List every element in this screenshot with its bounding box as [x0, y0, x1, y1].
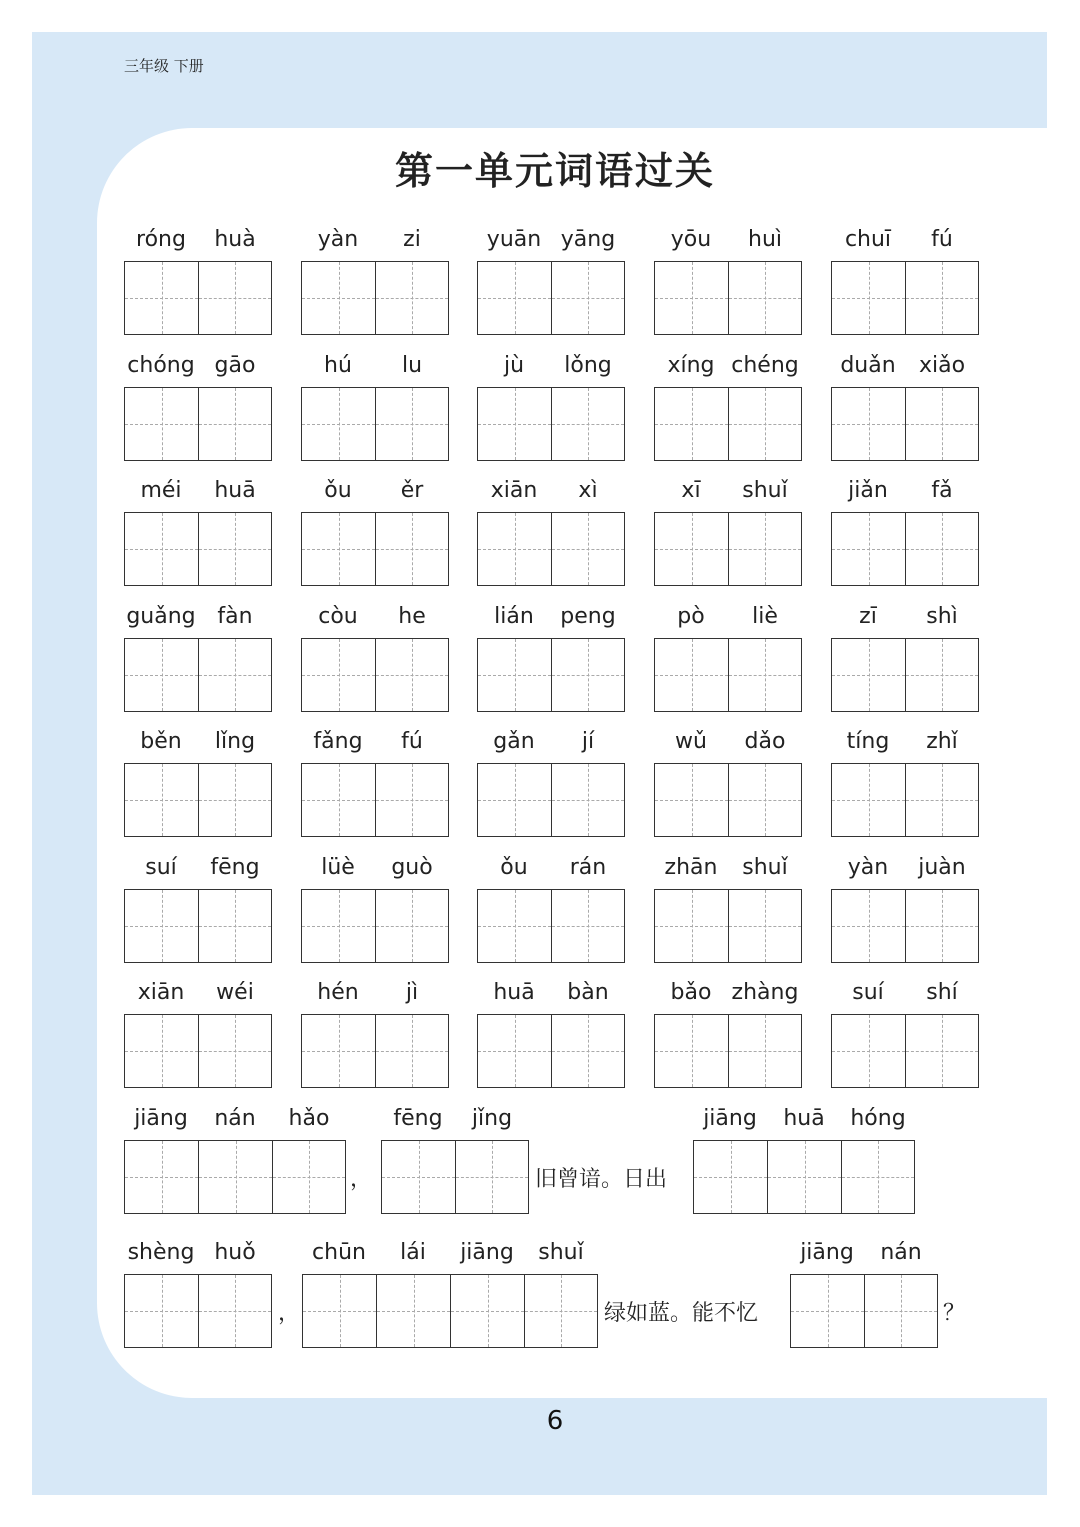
- word-writing-box[interactable]: [831, 512, 979, 586]
- writing-cell[interactable]: [477, 889, 551, 963]
- writing-cell[interactable]: [654, 387, 728, 461]
- pinyin-label: méi: [140, 478, 182, 503]
- writing-cell[interactable]: [864, 1274, 938, 1348]
- writing-cell[interactable]: [551, 638, 625, 712]
- writing-cell[interactable]: [198, 638, 272, 712]
- word-writing-box[interactable]: [301, 889, 449, 963]
- writing-cell[interactable]: [450, 1274, 524, 1348]
- pinyin-label: guò: [391, 855, 433, 880]
- pinyin-label: xiān: [490, 478, 538, 503]
- writing-cell[interactable]: [124, 763, 198, 837]
- pinyin-label: róng: [136, 227, 186, 252]
- pinyin-label: wéi: [216, 980, 254, 1005]
- pinyin-label: jiǎn: [848, 478, 888, 503]
- pinyin-label: fú: [931, 227, 953, 252]
- word-writing-box[interactable]: [124, 763, 272, 837]
- pinyin-label: bǎo: [670, 980, 712, 1005]
- writing-cell[interactable]: [198, 387, 272, 461]
- pinyin-label: ěr: [400, 478, 424, 503]
- pinyin-label: chuī: [844, 227, 892, 252]
- writing-cell[interactable]: [301, 261, 375, 335]
- writing-cell[interactable]: [551, 1014, 625, 1088]
- writing-cell[interactable]: [455, 1140, 529, 1214]
- pinyin-label: shuǐ: [742, 855, 788, 880]
- pinyin-label: zi: [403, 227, 421, 252]
- writing-cell[interactable]: [301, 763, 375, 837]
- writing-cell[interactable]: [198, 1140, 272, 1214]
- page-number: 6: [546, 1406, 564, 1436]
- writing-cell[interactable]: [477, 387, 551, 461]
- pinyin-label: nán: [880, 1240, 922, 1265]
- writing-cell[interactable]: [831, 638, 905, 712]
- pinyin-label: lǐng: [214, 729, 256, 754]
- pinyin-label: shuǐ: [538, 1240, 584, 1265]
- writing-cell[interactable]: [376, 1274, 450, 1348]
- writing-cell[interactable]: [728, 638, 802, 712]
- word-writing-box[interactable]: [831, 638, 979, 712]
- pinyin-label: dǎo: [744, 729, 786, 754]
- pinyin-label: fàn: [217, 604, 253, 629]
- pinyin-label: xiǎo: [918, 353, 966, 378]
- writing-cell[interactable]: [654, 1014, 728, 1088]
- pinyin-label: peng: [560, 604, 616, 629]
- writing-cell[interactable]: [551, 889, 625, 963]
- pinyin-label: yāng: [560, 227, 616, 252]
- word-writing-box[interactable]: [477, 638, 625, 712]
- pinyin-label: fēng: [210, 855, 260, 880]
- pinyin-label: zhǐ: [926, 729, 958, 754]
- poem-writing-box[interactable]: [381, 1140, 529, 1214]
- pinyin-label: yàn: [317, 227, 359, 252]
- word-writing-box[interactable]: [124, 638, 272, 712]
- pinyin-label: tíng: [846, 729, 890, 754]
- pinyin-label: xī: [681, 478, 701, 503]
- word-writing-box[interactable]: [477, 387, 625, 461]
- word-writing-box[interactable]: [477, 1014, 625, 1088]
- pinyin-label: jì: [405, 980, 419, 1005]
- pinyin-label: jǐng: [471, 1106, 513, 1131]
- writing-cell[interactable]: [767, 1140, 841, 1214]
- word-writing-box[interactable]: [124, 1014, 272, 1088]
- pinyin-label: jiāng: [703, 1106, 757, 1131]
- pinyin-label: zī: [859, 604, 877, 629]
- writing-cell[interactable]: [477, 512, 551, 586]
- pinyin-label: chóng: [127, 353, 195, 378]
- word-writing-box[interactable]: [301, 261, 449, 335]
- pinyin-label: jù: [503, 353, 525, 378]
- writing-cell[interactable]: [477, 1014, 551, 1088]
- pinyin-label: xiān: [137, 980, 185, 1005]
- writing-cell[interactable]: [375, 638, 449, 712]
- word-writing-box[interactable]: [654, 512, 802, 586]
- writing-cell[interactable]: [198, 889, 272, 963]
- pinyin-label: huà: [214, 227, 256, 252]
- writing-cell[interactable]: [654, 638, 728, 712]
- word-writing-box[interactable]: [124, 387, 272, 461]
- word-writing-box[interactable]: [124, 261, 272, 335]
- pinyin-label: suí: [852, 980, 884, 1005]
- word-writing-box[interactable]: [301, 763, 449, 837]
- writing-cell[interactable]: [831, 889, 905, 963]
- pinyin-label: juàn: [918, 855, 966, 880]
- writing-cell[interactable]: [654, 889, 728, 963]
- word-writing-box[interactable]: [654, 261, 802, 335]
- writing-cell[interactable]: [728, 387, 802, 461]
- word-writing-box[interactable]: [301, 387, 449, 461]
- pinyin-label: xíng: [667, 353, 715, 378]
- pinyin-label: hóng: [850, 1106, 906, 1131]
- pinyin-label: guǎng: [126, 604, 196, 629]
- word-writing-box[interactable]: [124, 889, 272, 963]
- writing-cell[interactable]: [477, 261, 551, 335]
- poem-text: 旧曾谙。日出: [535, 1167, 668, 1192]
- poem-writing-box[interactable]: [302, 1274, 598, 1348]
- writing-cell[interactable]: [124, 1274, 198, 1348]
- writing-cell[interactable]: [728, 763, 802, 837]
- pinyin-label: huǒ: [214, 1240, 256, 1265]
- pinyin-label: jiāng: [134, 1106, 188, 1131]
- word-writing-box[interactable]: [654, 763, 802, 837]
- pinyin-label: zhàng: [731, 980, 799, 1005]
- poem-text: 绿如蓝。能不忆: [604, 1301, 759, 1326]
- pinyin-label: yàn: [847, 855, 889, 880]
- writing-cell[interactable]: [905, 387, 979, 461]
- writing-cell[interactable]: [198, 1014, 272, 1088]
- pinyin-label: huā: [214, 478, 256, 503]
- pinyin-label: yōu: [670, 227, 712, 252]
- writing-cell[interactable]: [905, 261, 979, 335]
- writing-cell[interactable]: [524, 1274, 598, 1348]
- writing-cell[interactable]: [693, 1140, 767, 1214]
- pinyin-label: fǎng: [313, 729, 363, 754]
- writing-cell[interactable]: [375, 512, 449, 586]
- writing-cell[interactable]: [301, 1014, 375, 1088]
- pinyin-label: jiāng: [800, 1240, 854, 1265]
- pinyin-label: còu: [318, 604, 358, 629]
- writing-cell[interactable]: [124, 387, 198, 461]
- writing-cell[interactable]: [375, 261, 449, 335]
- writing-cell[interactable]: [831, 261, 905, 335]
- pinyin-label: hén: [317, 980, 359, 1005]
- pinyin-label: huā: [493, 980, 535, 1005]
- writing-cell[interactable]: [375, 763, 449, 837]
- writing-cell[interactable]: [654, 261, 728, 335]
- pinyin-label: fú: [401, 729, 423, 754]
- pinyin-label: suí: [145, 855, 177, 880]
- word-writing-box[interactable]: [301, 1014, 449, 1088]
- pinyin-label: huā: [783, 1106, 825, 1131]
- writing-cell[interactable]: [198, 261, 272, 335]
- writing-cell[interactable]: [905, 512, 979, 586]
- writing-cell[interactable]: [301, 512, 375, 586]
- writing-cell[interactable]: [905, 763, 979, 837]
- pinyin-label: ǒu: [324, 478, 352, 503]
- pinyin-label: shì: [926, 604, 958, 629]
- writing-cell[interactable]: [728, 889, 802, 963]
- pinyin-label: duǎn: [840, 353, 896, 378]
- pinyin-label: lüè: [321, 855, 355, 880]
- pinyin-label: lián: [494, 604, 534, 629]
- word-writing-box[interactable]: [477, 512, 625, 586]
- pinyin-label: bàn: [567, 980, 609, 1005]
- pinyin-label: gāo: [214, 353, 256, 378]
- writing-cell[interactable]: [790, 1274, 864, 1348]
- word-writing-box[interactable]: [654, 638, 802, 712]
- pinyin-label: jiāng: [460, 1240, 514, 1265]
- pinyin-label: nán: [214, 1106, 256, 1131]
- word-writing-box[interactable]: [477, 763, 625, 837]
- writing-cell[interactable]: [272, 1140, 346, 1214]
- writing-cell[interactable]: [124, 638, 198, 712]
- writing-cell[interactable]: [198, 763, 272, 837]
- writing-cell[interactable]: [375, 1014, 449, 1088]
- writing-cell[interactable]: [198, 1274, 272, 1348]
- word-writing-box[interactable]: [301, 512, 449, 586]
- writing-cell[interactable]: [654, 763, 728, 837]
- writing-cell[interactable]: [654, 512, 728, 586]
- poem-writing-box[interactable]: [693, 1140, 915, 1214]
- pinyin-label: chéng: [731, 353, 799, 378]
- pinyin-label: chūn: [312, 1240, 366, 1265]
- writing-cell[interactable]: [301, 387, 375, 461]
- writing-cell[interactable]: [302, 1274, 376, 1348]
- writing-cell[interactable]: [375, 889, 449, 963]
- word-writing-box[interactable]: [654, 889, 802, 963]
- writing-cell[interactable]: [124, 1140, 198, 1214]
- pinyin-label: wǔ: [675, 729, 707, 754]
- pinyin-label: liè: [752, 604, 778, 629]
- poem-punctuation: ，: [350, 1167, 373, 1192]
- writing-cell[interactable]: [728, 1014, 802, 1088]
- pinyin-label: fēng: [393, 1106, 443, 1131]
- writing-cell[interactable]: [124, 512, 198, 586]
- pinyin-label: hú: [324, 353, 352, 378]
- writing-cell[interactable]: [124, 889, 198, 963]
- writing-cell[interactable]: [728, 261, 802, 335]
- pinyin-label: zhān: [664, 855, 718, 880]
- writing-cell[interactable]: [551, 261, 625, 335]
- writing-cell[interactable]: [301, 889, 375, 963]
- word-writing-box[interactable]: [831, 261, 979, 335]
- writing-cell[interactable]: [905, 889, 979, 963]
- word-writing-box[interactable]: [477, 261, 625, 335]
- pinyin-label: ǒu: [500, 855, 528, 880]
- writing-cell[interactable]: [831, 387, 905, 461]
- pinyin-label: huì: [748, 227, 782, 252]
- pinyin-label: lu: [401, 353, 423, 378]
- word-writing-box[interactable]: [124, 512, 272, 586]
- writing-cell[interactable]: [831, 512, 905, 586]
- writing-cell[interactable]: [381, 1140, 455, 1214]
- pinyin-label: lái: [400, 1240, 426, 1265]
- writing-cell[interactable]: [301, 638, 375, 712]
- word-writing-box[interactable]: [654, 1014, 802, 1088]
- pinyin-label: gǎn: [493, 729, 535, 754]
- word-writing-box[interactable]: [654, 387, 802, 461]
- pinyin-label: xì: [578, 478, 598, 503]
- pinyin-label: lǒng: [564, 353, 612, 378]
- writing-cell[interactable]: [905, 1014, 979, 1088]
- pinyin-label: yuān: [486, 227, 542, 252]
- writing-cell[interactable]: [124, 1014, 198, 1088]
- writing-cell[interactable]: [477, 638, 551, 712]
- writing-cell[interactable]: [831, 1014, 905, 1088]
- word-writing-box[interactable]: [477, 889, 625, 963]
- page-title: 第一单元词语过关: [394, 148, 715, 193]
- writing-cell[interactable]: [124, 261, 198, 335]
- pinyin-label: jí: [581, 729, 595, 754]
- pinyin-label: he: [398, 604, 426, 629]
- writing-cell[interactable]: [905, 638, 979, 712]
- poem-punctuation: ，: [278, 1301, 301, 1326]
- writing-cell[interactable]: [728, 512, 802, 586]
- pinyin-label: shuǐ: [742, 478, 788, 503]
- writing-cell[interactable]: [198, 512, 272, 586]
- pinyin-label: shí: [926, 980, 958, 1005]
- poem-writing-box[interactable]: [790, 1274, 938, 1348]
- writing-cell[interactable]: [551, 763, 625, 837]
- writing-cell[interactable]: [477, 763, 551, 837]
- pinyin-label: hǎo: [288, 1106, 330, 1131]
- word-writing-box[interactable]: [831, 763, 979, 837]
- writing-cell[interactable]: [841, 1140, 915, 1214]
- word-writing-box[interactable]: [831, 889, 979, 963]
- grade-label: 三年级 下册: [124, 57, 204, 75]
- writing-cell[interactable]: [551, 512, 625, 586]
- writing-cell[interactable]: [551, 387, 625, 461]
- poem-punctuation: ？: [943, 1301, 966, 1326]
- pinyin-label: pò: [677, 604, 705, 629]
- poem-writing-box[interactable]: [124, 1140, 346, 1214]
- poem-writing-box[interactable]: [124, 1274, 272, 1348]
- writing-cell[interactable]: [375, 387, 449, 461]
- pinyin-label: běn: [140, 729, 182, 754]
- word-writing-box[interactable]: [831, 387, 979, 461]
- pinyin-label: fǎ: [931, 478, 953, 503]
- pinyin-label: shèng: [127, 1240, 195, 1265]
- word-writing-box[interactable]: [831, 1014, 979, 1088]
- word-writing-box[interactable]: [301, 638, 449, 712]
- writing-cell[interactable]: [831, 763, 905, 837]
- pinyin-label: rán: [569, 855, 607, 880]
